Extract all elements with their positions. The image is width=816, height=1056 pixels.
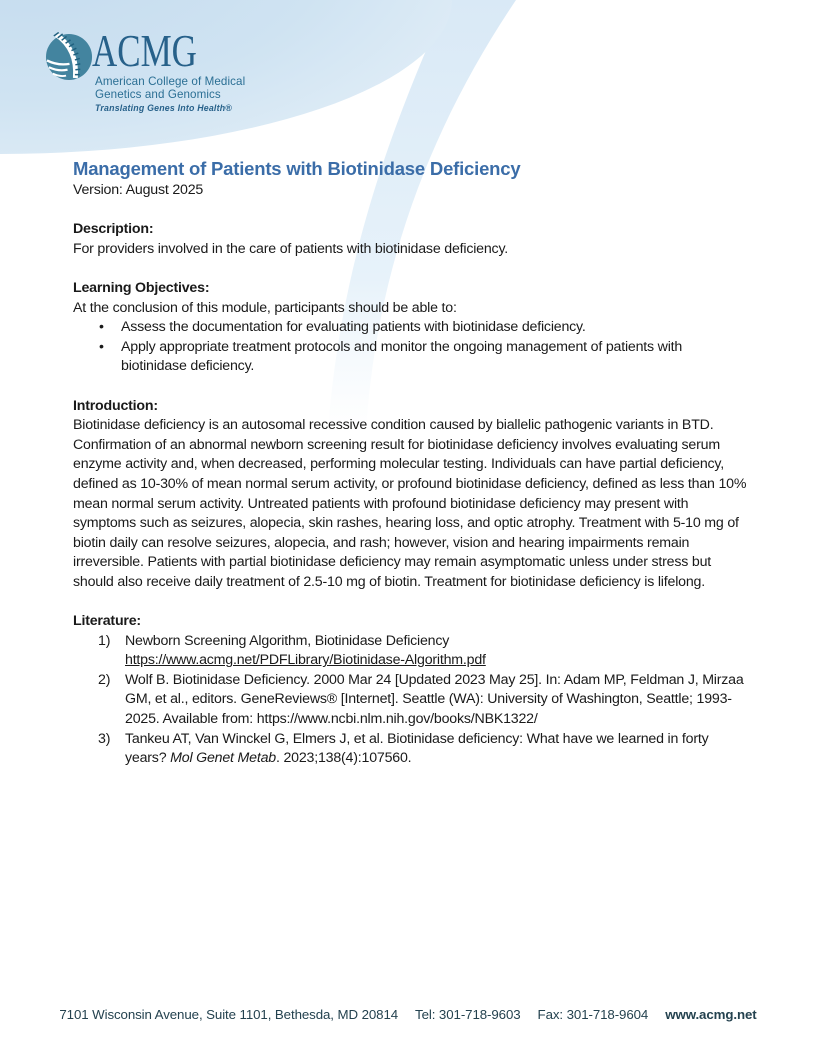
citation-text: . 2023;138(4):107560. xyxy=(275,750,412,767)
footer-fax: Fax: 301-718-9604 xyxy=(537,1007,649,1022)
bullet-icon: • xyxy=(99,319,104,336)
literature-heading: Literature: xyxy=(73,613,141,630)
introduction-heading: Introduction: xyxy=(73,397,158,414)
footer-address: 7101 Wisconsin Avenue, Suite 1101, Bethesda, MD 20814 xyxy=(59,1007,399,1022)
objective-text: Apply appropriate treatment protocols and monitor the ongoing management of patients with biotinidase deficiency. xyxy=(121,338,683,375)
objective-bullet-item xyxy=(73,338,749,377)
objectives-intro: At the conclusion of this module, participants should be able to: xyxy=(73,299,457,316)
citation-text: Newborn Screening Algorithm, Biotinidase Deficiency xyxy=(125,632,450,649)
literature-item xyxy=(73,632,749,671)
list-number: 2) xyxy=(98,671,111,688)
description-body: For providers involved in the care of patients with biotinidase deficiency. xyxy=(73,240,509,257)
introduction-body: Biotinidase deficiency is an autosomal recessive condition caused by biallelic pathogenic variants in BTD. Confirmation of an abnormal newborn screening result for biotinidase deficiency involves evaluating serum enzyme activity and, when decreased, performing molecular testing. Individuals can have partial deficiency, defined as 10-30% of mean normal serum activity, or profound biotinidase deficiency, defined as less than 10% mean normal serum activity. Untreated patients with profound biotinidase deficiency may present with symptoms such as seizures, alopecia, skin rashes, hearing loss, and optic atrophy. Treatment with 5-10 mg of biotin daily can resolve seizures, alopecia, and rash; however, vision and hearing impairments remain irreversible. Patients with partial biotinidase deficiency may remain asymptomatic unless under stress but should also receive daily treatment of 2.5-10 mg of biotin. Treatment for biotinidase deficiency is lifelong. xyxy=(73,417,747,590)
version-text: Version: August 2025 xyxy=(73,182,204,198)
footer-website: www.acmg.net xyxy=(665,1007,757,1022)
footer-tel: Tel: 301-718-9603 xyxy=(415,1007,521,1022)
acmg-org-name-line2: Genetics and Genomics xyxy=(95,88,221,101)
literature-citation xyxy=(125,730,749,769)
list-number: 3) xyxy=(98,730,111,747)
literature-citation xyxy=(125,632,749,671)
acmg-org-name-line1: American College of Medical xyxy=(95,75,246,88)
document-content xyxy=(73,0,749,769)
objectives-heading: Learning Objectives: xyxy=(73,279,210,296)
acmg-tagline: Translating Genes Into Health® xyxy=(95,103,232,113)
pdf-hyperlink[interactable]: https://www.acmg.net/PDFLibrary/Biotinidase-Algorithm.pdf xyxy=(125,652,486,669)
bullet-icon: • xyxy=(99,338,104,355)
objective-bullet-item xyxy=(73,318,749,338)
objective-text: Assess the documentation for evaluating patients with biotinidase deficiency. xyxy=(121,319,586,336)
page-title: Management of Patients with Biotinidase Deficiency xyxy=(73,158,521,179)
description-heading: Description: xyxy=(73,221,154,238)
acmg-wordmark: ACMG xyxy=(92,25,197,76)
list-number: 1) xyxy=(98,632,111,649)
literature-citation: Wolf B. Biotinidase Deficiency. 2000 Mar 24 [Updated 2023 May 25]. In: Adam MP, Feldman J, Mirzaa GM, et al., editors. GeneReviews® [Internet]. Seattle (WA): University of Washington, Seattle; 1993-2025. Available from: https://www.ncbi.nlm.nih.gov/books/NBK1322/ xyxy=(125,671,744,728)
literature-item xyxy=(73,671,749,730)
letterhead-footer xyxy=(0,1006,816,1023)
journal-name: Mol Genet Metab xyxy=(170,750,276,767)
citation-text: Tankeu AT, Van Winckel G, Elmers J, et al. Biotinidase deficiency: What have we learned in forty years? xyxy=(125,730,709,767)
literature-item xyxy=(73,730,749,769)
